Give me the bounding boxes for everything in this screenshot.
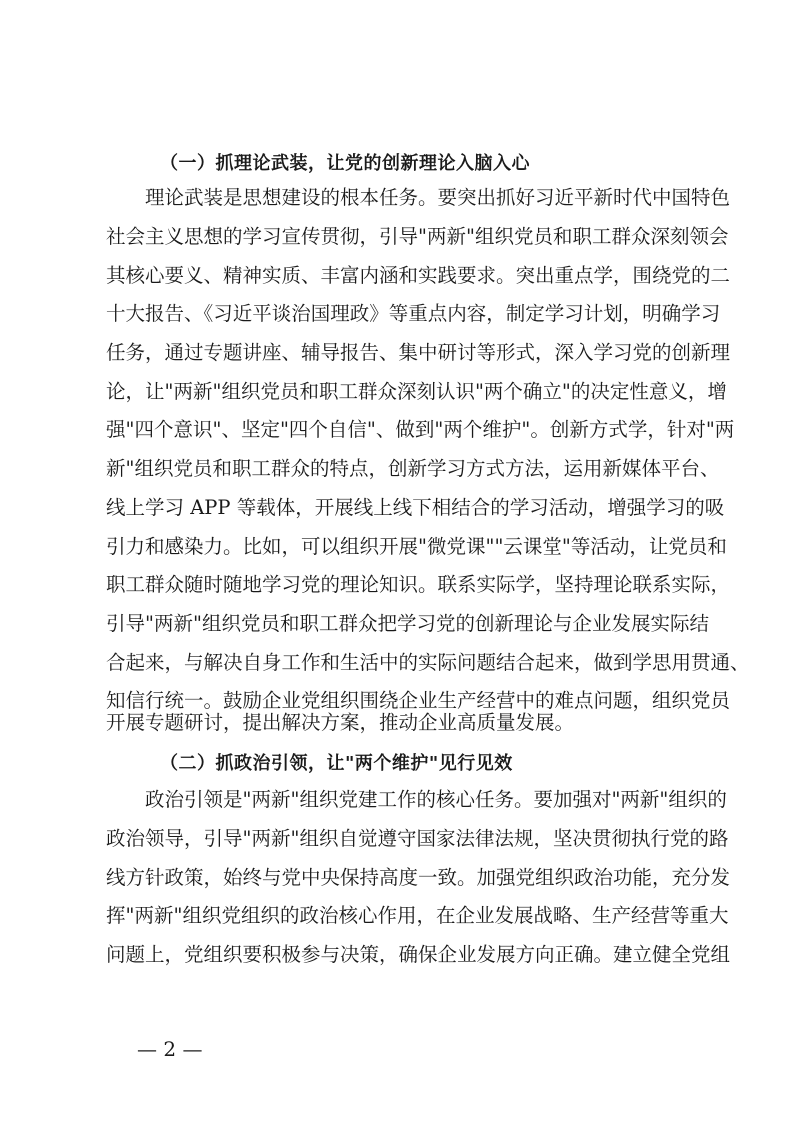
paragraph-line: 开展专题研讨，提出解决方案，推动企业高质量发展。: [106, 711, 575, 734]
paragraph-line: 职工群众随时随地学习党的理论知识。联系实际学，坚持理论联系实际，: [106, 573, 731, 596]
paragraph-line: 问题上，党组织要积极参与决策，确保企业发展方向正确。建立健全党组: [106, 943, 731, 966]
paragraph-line: 十大报告、《习近平谈治国理政》等重点内容，制定学习计划，明确学习: [106, 302, 721, 325]
paragraph-line: 论，让"两新"组织党员和职工群众深刻认识"两个确立"的决定性意义，增: [106, 380, 727, 403]
paragraph-line: 挥"两新"组织党组织的政治核心作用，在企业发展战略、生产经营等重大: [106, 904, 729, 927]
section-heading-2: （二）抓政治引领，让"两个维护"见行见效: [160, 753, 513, 774]
paragraph-line: 引力和感染力。比如，可以组织开展"微党课""云课堂"等活动，让党员和: [106, 535, 727, 558]
paragraph-line: 线方针政策，始终与党中央保持高度一致。加强党组织政治功能，充分发: [106, 866, 731, 889]
paragraph-line: 其核心要义、精神实质、丰富内涵和实践要求。突出重点学，围绕党的二: [106, 264, 731, 287]
paragraph-line: 理论武装是思想建设的根本任务。要突出抓好习近平新时代中国特色: [145, 186, 731, 209]
paragraph-line: 引导"两新"组织党员和职工群众把学习党的创新理论与企业发展实际结: [106, 612, 709, 635]
page-number: — 2 —: [137, 1037, 203, 1061]
paragraph-line: 社会主义思想的学习宣传贯彻，引导"两新"组织党员和职工群众深刻领会: [106, 225, 729, 248]
paragraph-line: 线上学习 APP 等载体，开展线上线下相结合的学习活动，增强学习的吸: [106, 496, 725, 519]
paragraph-line: 知信行统一。鼓励企业党组织围绕企业生产经营中的难点问题，组织党员: [106, 689, 731, 712]
paragraph-line: 任务，通过专题讲座、辅导报告、集中研讨等形式，深入学习党的创新理: [106, 341, 731, 364]
paragraph-line: 政治引领是"两新"组织党建工作的核心任务。要加强对"两新"组织的: [145, 788, 727, 811]
paragraph-line: 合起来，与解决自身工作和生活中的实际问题结合起来，做到学思用贯通、: [106, 651, 750, 674]
paragraph-line: 新"组织党员和职工群众的特点，创新学习方式方法，运用新媒体平台、: [106, 457, 720, 480]
paragraph-line: 强"四个意识"、坚定"四个自信"、做到"两个维护"。创新方式学，针对"两: [106, 418, 735, 441]
section-heading-1: （一）抓理论武装，让党的创新理论入脑入心: [160, 153, 530, 174]
paragraph-line: 政治领导，引导"两新"组织自觉遵守国家法律法规，坚决贯彻执行党的路: [106, 827, 729, 850]
